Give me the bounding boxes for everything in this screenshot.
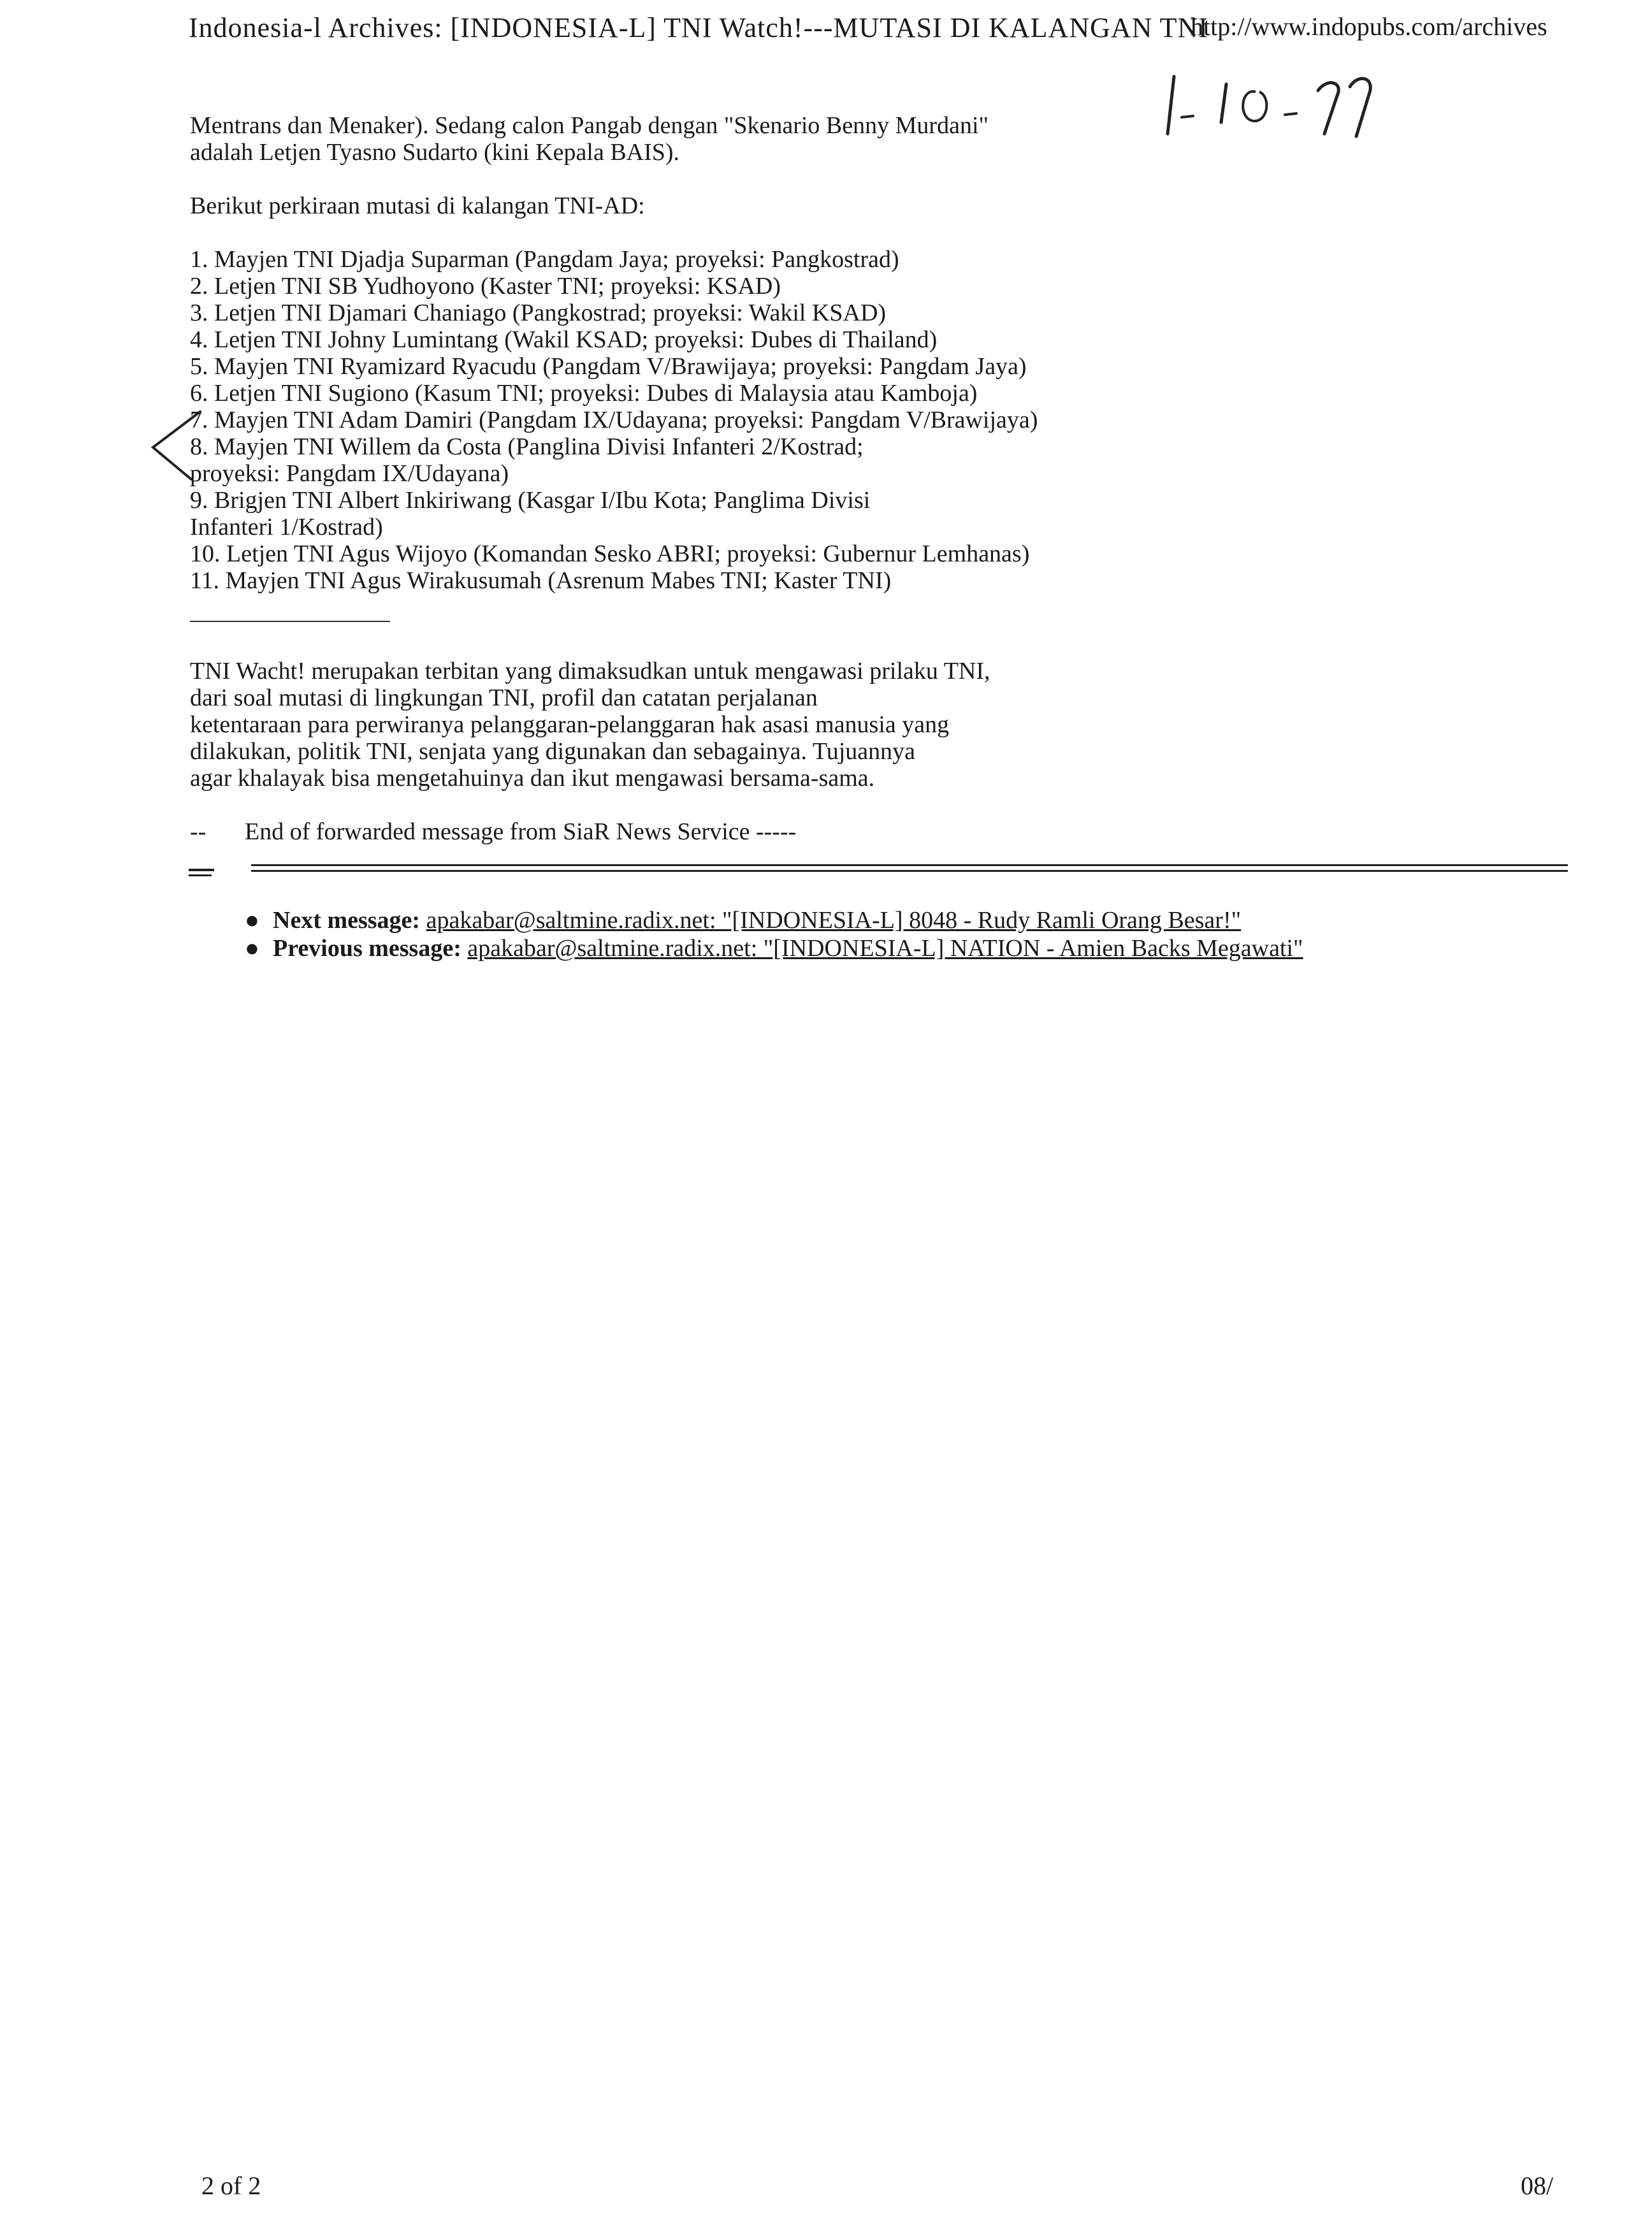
- list-item: 7. Mayjen TNI Adam Damiri (Pangdam IX/Udayana; proyeksi: Pangdam V/Brawijaya): [190, 407, 1038, 433]
- closing-paragraph: TNI Wacht! merupakan terbitan yang dimaksudkan untuk mengawasi prilaku TNI, dari soal mutasi di lingkungan TNI, profil dan catatan perjalanan ketentaraan para perwiranya pelanggaran-pelanggaran hak asasi manusia yang dilakukan, politik TNI, senjata yang digunakan dan sebagainya. Tujuannya agar khalayak bisa mengetahuinya dan ikut mengawasi bersama-sama.: [190, 658, 990, 792]
- section-divider: [190, 621, 390, 622]
- rule-stub: [189, 874, 212, 876]
- previous-message-link[interactable]: apakabar@saltmine.radix.net: "[INDONESIA-L] NATION - Amien Backs Megawati": [467, 935, 1303, 962]
- list-item: 8. Mayjen TNI Willem da Costa (Panglina Divisi Infanteri 2/Kostrad;: [190, 433, 864, 460]
- page-header-url: http://www.indopubs.com/archives: [1191, 12, 1547, 41]
- print-date: 08/: [1521, 2171, 1554, 2200]
- previous-message-label: Previous message:: [273, 935, 461, 962]
- next-message-item: [245, 906, 1303, 934]
- intro-paragraph: Mentrans dan Menaker). Sedang calon Pangab dengan "Skenario Benny Murdani" adalah Letjen Tyasno Sudarto (kini Kepala BAIS).: [190, 112, 989, 166]
- next-message-label: Next message:: [273, 907, 421, 934]
- forward-footer-line: [190, 818, 1465, 845]
- horizontal-rule: [251, 864, 1568, 872]
- list-item: 4. Letjen TNI Johny Lumintang (Wakil KSAD; proyeksi: Dubes di Thailand): [190, 326, 938, 353]
- list-item: 1. Mayjen TNI Djadja Suparman (Pangdam Jaya; proyeksi: Pangkostrad): [190, 246, 899, 273]
- message-navigation: [245, 906, 1303, 962]
- previous-message-item: [245, 934, 1303, 962]
- list-item: 10. Letjen TNI Agus Wijoyo (Komandan Sesko ABRI; proyeksi: Gubernur Lemhanas): [190, 540, 1030, 567]
- message-body: [190, 112, 1465, 845]
- forward-dash: --: [190, 818, 207, 845]
- list-item: Infanteri 1/Kostrad): [190, 514, 383, 540]
- list-item: 6. Letjen TNI Sugiono (Kasum TNI; proyeksi: Dubes di Malaysia atau Kamboja): [190, 380, 978, 407]
- list-item: 11. Mayjen TNI Agus Wirakusumah (Asrenum Mabes TNI; Kaster TNI): [190, 567, 892, 594]
- mutation-list: [190, 246, 1465, 594]
- list-item: 2. Letjen TNI SB Yudhoyono (Kaster TNI; proyeksi: KSAD): [190, 273, 781, 300]
- page-header-title: Indonesia-l Archives: [INDONESIA-L] TNI Watch!---MUTASI DI KALANGAN TNI: [189, 12, 1208, 43]
- page-number: 2 of 2: [201, 2171, 261, 2200]
- bullet-icon: ●: [245, 935, 259, 962]
- list-item: 9. Brigjen TNI Albert Inkiriwang (Kasgar I/Ibu Kota; Panglima Divisi: [190, 487, 871, 514]
- rule-stub: [189, 869, 214, 871]
- list-item: proyeksi: Pangdam IX/Udayana): [190, 460, 509, 487]
- forward-text: End of forwarded message from SiaR News Service -----: [245, 818, 797, 845]
- list-item: 5. Mayjen TNI Ryamizard Ryacudu (Pangdam V/Brawijaya; proyeksi: Pangdam Jaya): [190, 353, 1027, 380]
- list-heading: Berikut perkiraan mutasi di kalangan TNI-AD:: [190, 192, 645, 219]
- bullet-icon: ●: [245, 907, 259, 934]
- next-message-link[interactable]: apakabar@saltmine.radix.net: "[INDONESIA-L] 8048 - Rudy Ramli Orang Besar!": [426, 907, 1242, 934]
- list-item: 3. Letjen TNI Djamari Chaniago (Pangkostrad; proyeksi: Wakil KSAD): [190, 300, 887, 326]
